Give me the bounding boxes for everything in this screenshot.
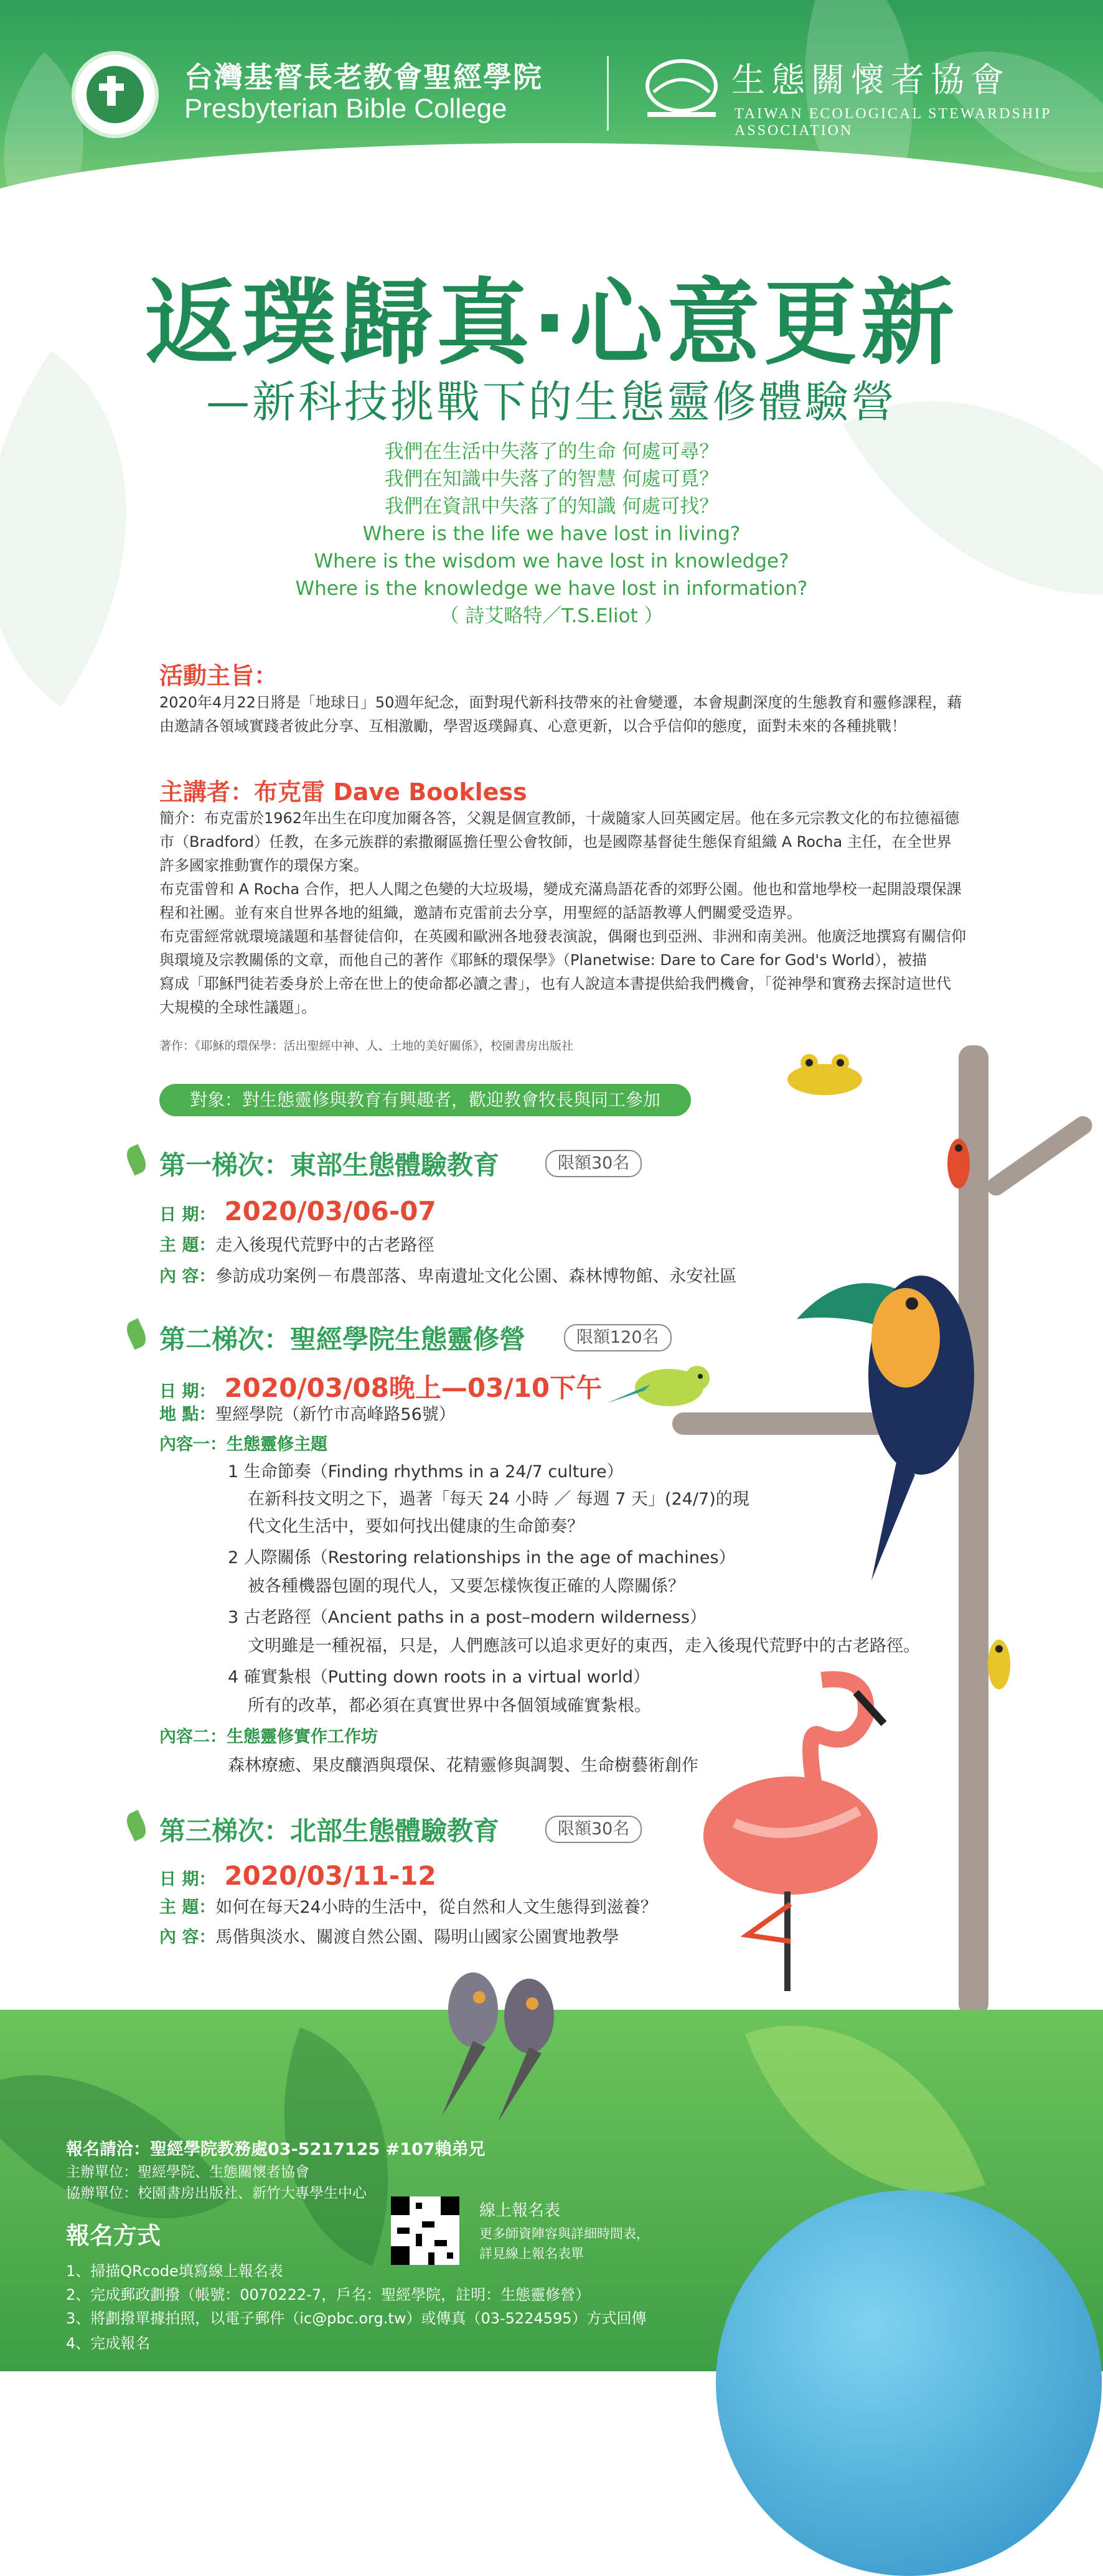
batch3-date-row: [159, 1860, 436, 1891]
batch1-topic-row: [159, 1233, 434, 1258]
speaker-line: 與環境及宗教關係的文章，而他自己的著作《耶穌的環保學》（Planetwise: Dare to Care for God's World），被描: [159, 951, 927, 969]
content1-title: 生態靈修主題: [227, 1435, 327, 1454]
leaf-bullet-icon: [123, 1318, 149, 1350]
yellow-frog-icon: [980, 1630, 1018, 1699]
contact-info: 報名請洽：聖經學院教務處03-5217125 #107賴弟兄: [66, 2140, 486, 2159]
signup-step: 3、將劃撥單據拍照，以電子郵件（ic@pbc.org.tw）或傳真（03-5224595）方式回傳: [66, 2310, 647, 2327]
topic-item-title: 3 古老路徑（Ancient paths in a post–modern wilderness）: [228, 1608, 706, 1627]
earth-globe-illustration: [716, 2190, 1102, 2576]
batch3-content: 馬偕與淡水、關渡自然公園、陽明山國家公園實地教學: [215, 1928, 619, 1947]
batch1-content: 參訪成功案例－布農部落、卑南遺址文化公園、森林博物館、永安社區: [215, 1267, 737, 1286]
content-label: 內 容：: [159, 1928, 216, 1947]
topic-item-desc: 在新科技文明之下，過著「每天 24 小時 ／ 每週 7 天」(24/7)的現: [248, 1490, 749, 1509]
tesa-logo: [641, 55, 722, 123]
header-banner: [0, 0, 1103, 224]
target-audience-pill: 對象：對生態靈修與教育有興趣者，歡迎教會牧長與同工參加: [159, 1084, 691, 1116]
date-label: 日 期：: [159, 1382, 216, 1401]
topic-label: 主 題：: [159, 1898, 216, 1917]
topic-item-title: 2 人際關係（Restoring relationships in the age of machines）: [228, 1548, 736, 1567]
speaker-line: 大規模的全球性議題」。: [159, 999, 316, 1016]
speaker-line: 程和社團。並有來自世界各地的組織，邀請布克雷前去分享，用聖經的話語教導人們關愛受造界。: [159, 904, 802, 922]
batch1-date: 2020/03/06-07: [224, 1196, 436, 1226]
pbc-name-zh: 台灣基督長老教會聖經學院: [184, 60, 543, 94]
toucan-icon: [772, 1244, 977, 1593]
batch1-title: 第一梯次：東部生態體驗教育: [159, 1150, 500, 1180]
poem-line: Where is the knowledge we have lost in information?: [295, 577, 808, 600]
topic-item-desc: 文明雖是一種祝福，只是，人們應該可以追求更好的東西，走入後現代荒野中的古老路徑。: [248, 1636, 920, 1656]
poem-quote: [0, 438, 1103, 630]
co-organizer: 協辦單位：校園書房出版社、新竹大專學生中心: [66, 2185, 367, 2201]
tree-branch-illustration: [983, 1113, 1096, 1199]
tesa-name-en: TAIWAN ECOLOGICAL STEWARDSHIP ASSOCIATION: [735, 106, 1051, 139]
leaf-bullet-icon: [123, 1810, 149, 1842]
topic-label: 主 題：: [159, 1236, 216, 1255]
purpose-line: 2020年4月22日將是「地球日」50週年紀念，面對現代新科技帶來的社會變遷，本會規劃深度的生態教育和靈修課程，藉: [159, 694, 962, 711]
poem-attribution: （ 詩艾略特／T.S.Eliot ）: [439, 605, 664, 627]
poem-line: 我們在資訊中失落了的知識 何處可找？: [384, 495, 719, 518]
speaker-line: 寫成「耶穌門徒若委身於上帝在世上的使命都必讀之書」，也有人說這本書提供給我們機會，「從神學和實務去探討這世代: [159, 975, 951, 992]
sub-title: —新科技挑戰下的生態靈修體驗營: [206, 376, 897, 427]
parrot-icon: [429, 1960, 573, 2122]
date-label: 日 期：: [159, 1205, 216, 1225]
signup-heading: 報名方式: [66, 2222, 161, 2249]
batch2-limit-badge: 限額120名: [564, 1324, 672, 1351]
pbc-logo: [72, 51, 159, 138]
online-form-desc: 詳見線上報名表單: [479, 2246, 584, 2261]
content2-title: 生態靈修實作工作坊: [227, 1727, 378, 1747]
content1-label: 內容一：: [159, 1435, 227, 1454]
place-label: 地 點：: [159, 1405, 216, 1424]
topic-item-desc: 所有的改革，都必須在真實世界中各個領域確實紮根。: [248, 1696, 651, 1715]
tesa-name-zh: 生態關懷者協會: [731, 60, 1010, 100]
batch3-limit-badge: 限額30名: [545, 1816, 642, 1843]
purpose-text: [159, 691, 962, 738]
signup-step: 2、完成郵政劃撥（帳號：0070222-7，戶名：聖經學院，註明：生態靈修營）: [66, 2286, 591, 2303]
content2-desc: 森林療癒、果皮釀酒與環保、花精靈修與調製、生命樹藝術創作: [228, 1756, 698, 1775]
speaker-line: 簡介：布克雷於1962年出生在印度加爾各答，父親是個宣教師，十歲隨家人回英國定居。他在多元宗教文化的布拉德福德: [159, 810, 960, 827]
header-divider: [607, 56, 609, 131]
batch3-date: 2020/03/11-12: [224, 1860, 436, 1891]
batch3-topic-row: [159, 1895, 657, 1920]
topic-item-desc: 代文化生活中，要如何找出健康的生命節奏？: [248, 1517, 584, 1536]
qr-code-icon: [391, 2196, 459, 2265]
topic-item-title: 1 生命節奏（Finding rhythms in a 24/7 culture）: [228, 1462, 624, 1482]
poem-line: 我們在知識中失落了的智慧 何處可覓？: [384, 468, 719, 490]
online-form-title: 線上報名表: [479, 2201, 561, 2220]
topic-item-title: 4 確實紮根（Putting down roots in a virtual world）: [228, 1668, 650, 1687]
speaker-heading: 主講者：布克雷 Dave Bookless: [159, 778, 527, 806]
batch3-content-row: [159, 1925, 619, 1950]
speaker-bio: [159, 806, 966, 1019]
purpose-line: 由邀請各領域實踐者彼此分享、互相激勵，學習返璞歸真、心意更新，以合乎信仰的態度，面對未來的各種挑戰！: [159, 717, 906, 735]
speaker-line: 許多國家推動實作的環保方案。: [159, 857, 368, 874]
batch2-date: 2020/03/08晚上—03/10下午: [224, 1373, 603, 1403]
batch1-content-row: [159, 1264, 736, 1289]
batch2-place-row: [159, 1402, 456, 1427]
poem-line: Where is the life we have lost in living?: [362, 523, 741, 545]
pbc-name-en: Presbyterian Bible College: [184, 93, 507, 124]
leaf-bullet-icon: [123, 1144, 149, 1176]
batch1-limit-badge: 限額30名: [545, 1150, 642, 1177]
signup-step: 1、掃描QRcode填寫線上報名表: [66, 2262, 283, 2280]
batch2-date-row: [159, 1368, 602, 1405]
frog-icon: [778, 1045, 871, 1101]
batch1-topic: 走入後現代荒野中的古老路徑: [215, 1236, 434, 1255]
topic-item-desc: 被各種機器包圍的現代人，又要怎樣恢復正確的人際關係？: [248, 1577, 685, 1596]
batch2-title: 第二梯次：聖經學院生態靈修營: [159, 1324, 526, 1355]
speaker-line: 市（Bradford）任教，在多元族群的索撒爾區擔任聖公會牧師，也是國際基督徒生態保育組織 A Rocha 主任，在全世界: [159, 833, 952, 851]
qr-code[interactable]: [391, 2196, 459, 2265]
main-title: 返璞歸真‧心意更新: [144, 269, 959, 378]
organizer: 主辦單位：聖經學院、生態關懷者協會: [66, 2164, 309, 2180]
batch2-content2-row: [159, 1725, 378, 1750]
red-frog-icon: [940, 1129, 977, 1198]
book-note: 著作：《耶穌的環保學：活出聖經中神、人、土地的美好關係》，校園書房出版社: [159, 1039, 574, 1053]
batch2-place: 聖經學院（新竹市高峰路56號）: [215, 1405, 456, 1424]
poem-line: Where is the wisdom we have lost in knowledge?: [314, 550, 789, 572]
signup-step: 4、完成報名: [66, 2335, 151, 2352]
online-form-desc: 更多師資陣容與詳細時間表，: [479, 2226, 649, 2241]
batch1-date-row: [159, 1196, 436, 1226]
batch3-title: 第三梯次：北部生態體驗教育: [159, 1816, 500, 1846]
purpose-heading: 活動主旨：: [159, 662, 278, 689]
batch3-topic: 如何在每天24小時的生活中，從自然和人文生態得到滋養？: [215, 1898, 657, 1917]
flamingo-icon: [697, 1668, 903, 1991]
header-white-curve: [0, 143, 1103, 224]
content-label: 內 容：: [159, 1267, 216, 1286]
speaker-line: 布克雷經常就環境議題和基督徒信仰，在英國和歐洲各地發表演說，偶爾也到亞洲、非洲和南美洲。他廣泛地撰寫有關信仰: [159, 928, 966, 945]
batch2-content1-row: [159, 1432, 327, 1457]
poem-line: 我們在生活中失落了的生命 何處可尋？: [384, 441, 719, 463]
content2-label: 內容二：: [159, 1727, 227, 1747]
date-label: 日 期：: [159, 1870, 216, 1889]
small-bird-icon: [607, 1356, 719, 1419]
speaker-line: 布克雷曾和 A Rocha 合作，把人人聞之色變的大垃圾場，變成充滿鳥語花香的郊野公園。他也和當地學校一起開設環保課: [159, 880, 962, 898]
